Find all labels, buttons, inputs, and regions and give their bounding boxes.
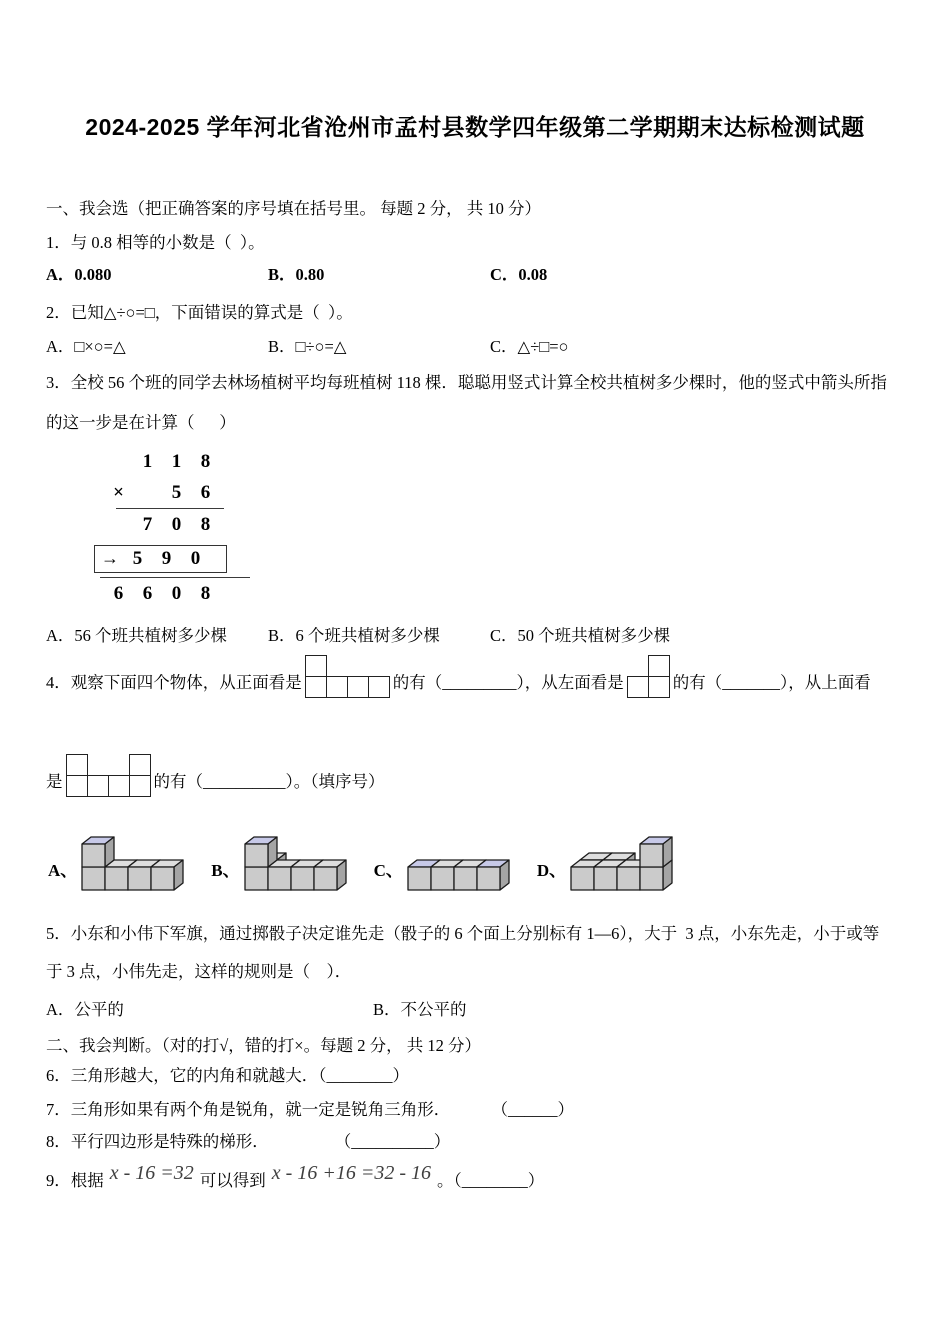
cube-figure-d — [568, 825, 696, 893]
option: B．0.80 — [268, 265, 325, 284]
question-2-options — [46, 334, 904, 360]
cube-figures-row — [48, 825, 904, 893]
equation-2: x - 16 +16 =32 - 16 — [271, 1162, 431, 1184]
option: C．0.08 — [490, 265, 548, 284]
option: A．公平的 — [46, 1000, 124, 1019]
question-5-line1: 5．小东和小伟下军旗，通过掷骰子决定谁先走（骰子的 6 个面上分别标有 1—6），大于 3 点，小东先走，小于或等 — [46, 924, 880, 943]
option: A．□×○=△ — [46, 337, 126, 356]
question-4-line1: 4．观察下面四个物体，从正面看是 的有（_________），从左面看是 的有（_______），从上面看 — [46, 655, 904, 696]
question-1: 1．与 0.8 相等的小数是（ ）。 — [46, 233, 265, 252]
figure-label-b: B、 — [211, 861, 240, 880]
question-2: 2．已知△÷○=□，下面错误的算式是（ ）。 — [46, 303, 353, 322]
option: B．6 个班共植树多少棵 — [268, 626, 440, 645]
option: C．△÷□=○ — [490, 337, 569, 356]
multiplier-row: × 5 6 — [104, 477, 294, 508]
question-6: 6．三角形越大，它的内角和就越大．（________） — [46, 1066, 409, 1085]
cube-figure-b — [242, 825, 360, 893]
question-4-line2: 是 的有（__________）。（填序号） — [46, 754, 904, 795]
times-sign: × — [113, 481, 124, 503]
equation-1: x - 16 =32 — [109, 1162, 194, 1184]
question-8: 8．平行四边形是特殊的梯形． （__________） — [46, 1132, 451, 1151]
question-5-options — [46, 997, 904, 1023]
front-view-shape — [305, 655, 390, 698]
cube-figure-a — [79, 825, 197, 893]
option: B．不公平的 — [373, 1000, 467, 1019]
figure-label-c: C、 — [373, 861, 403, 880]
top-view-shape — [66, 754, 151, 797]
section-2-heading: 二、我会判断。（对的打√，错的打×。每题 2 分， 共 12 分） — [46, 1036, 481, 1055]
option: A．0.080 — [46, 265, 112, 284]
question-3-line2: 的这一步是在计算（ ） — [46, 413, 236, 432]
partial-product-1-row: 7 0 8 — [142, 513, 211, 535]
multiplication-worked-figure — [101, 446, 294, 609]
option: A．56 个班共植树多少棵 — [46, 626, 228, 645]
figure-label-d: D、 — [536, 861, 567, 880]
highlight-box: → 5 9 0 — [94, 545, 227, 573]
partial-product-2-row — [101, 540, 294, 577]
exam-title: 2024-2025 学年河北省沧州市孟村县数学四年级第二学期期末达标检测试题 — [85, 114, 865, 140]
question-9: 9．根据 x - 16 =32 可以得到 x - 16 +16 =32 - 16 。（________） — [46, 1165, 904, 1196]
figure-label-a: A、 — [48, 861, 78, 880]
option: C．50 个班共植树多少棵 — [490, 626, 671, 645]
question-7: 7．三角形如果有两个角是锐角，就一定是锐角三角形． （______） — [46, 1100, 574, 1119]
multiplicand-row: 1 1 8 — [142, 450, 211, 472]
question-1-options — [46, 262, 904, 288]
section-1-heading: 一、我会选（把正确答案的序号填在括号里。 每题 2 分， 共 10 分） — [46, 199, 541, 218]
arrow-icon: → — [101, 548, 119, 568]
question-5-line2: 于 3 点，小伟先走，这样的规则是（ ）． — [46, 962, 352, 981]
question-3-options — [46, 623, 904, 649]
left-view-shape — [627, 655, 670, 698]
question-3-line1: 3．全校 56 个班的同学去林场植树平均每班植树 118 棵．聪聪用竖式计算全校共植树多少棵时，他的竖式中箭头所指 — [46, 373, 887, 392]
option: B．□÷○=△ — [268, 337, 347, 356]
cube-figure-c — [405, 845, 523, 893]
result-row: 6 6 0 8 — [113, 582, 211, 604]
